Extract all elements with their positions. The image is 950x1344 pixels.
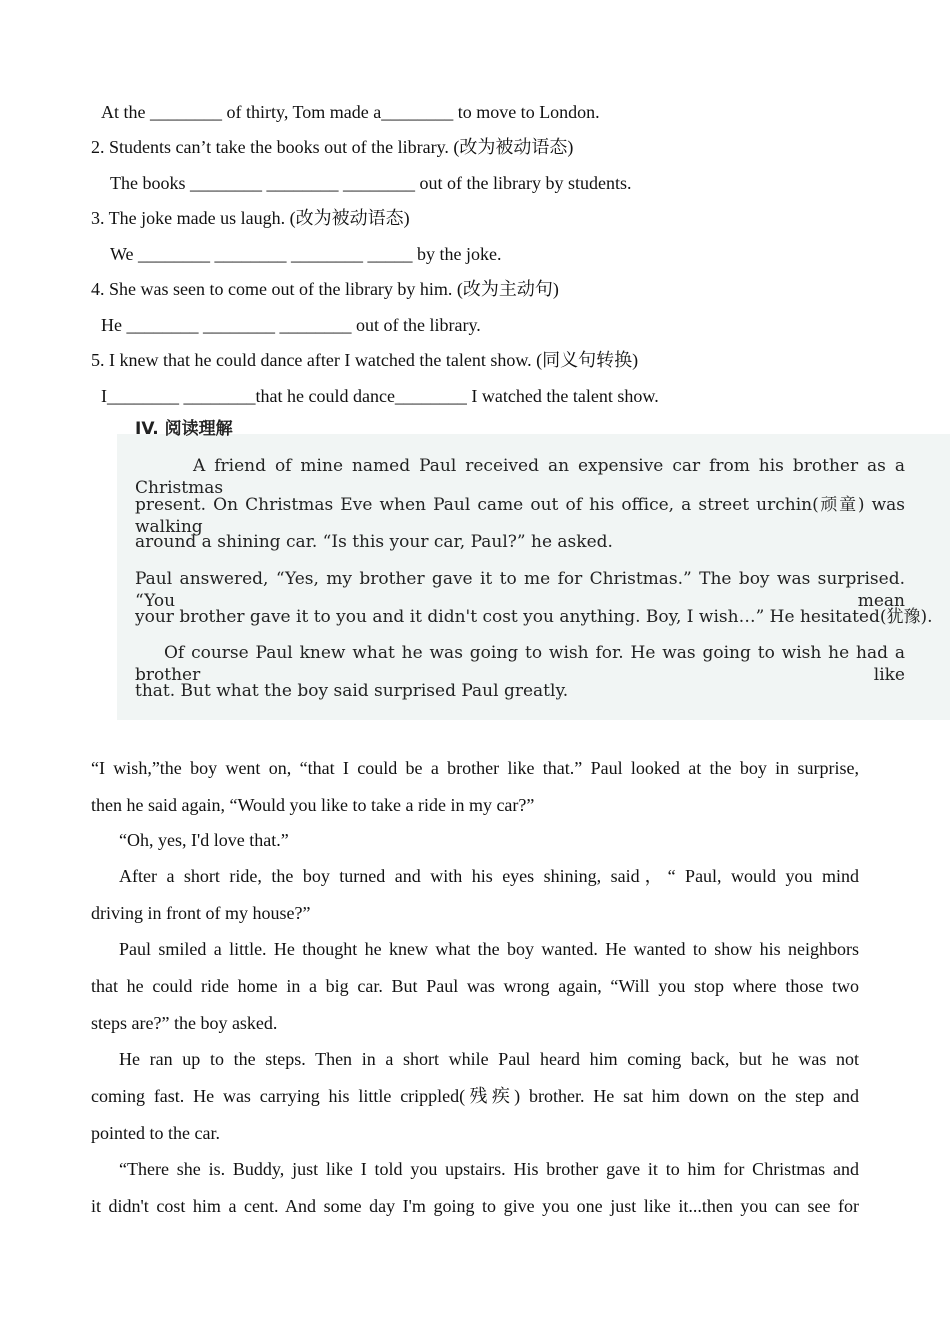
passage-line: Of course Paul knew what he was going to wish for. He was going to wish he had a brother like xyxy=(135,643,905,685)
question-5-answer: I________ ________that he could dance________ I watched the talent show. xyxy=(101,386,659,406)
exercise-line: At the ________ of thirty, Tom made a________ to move to London. xyxy=(101,102,600,122)
story-line: it didn't cost him a cent. And some day I'm going to give you one just like it...then you can see for xyxy=(91,1196,859,1216)
passage-line: around a shining car. “Is this your car, Paul?” he asked. xyxy=(135,532,613,552)
story-line: that he could ride home in a big car. But Paul was wrong again, “Will you stop where those two xyxy=(91,976,859,996)
question-4: 4. She was seen to come out of the library by him. (改为主动句) xyxy=(91,279,559,299)
question-3-answer: We ________ ________ ________ _____ by the joke. xyxy=(110,244,502,264)
question-4-answer: He ________ ________ ________ out of the library. xyxy=(101,315,481,335)
story-line: He ran up to the steps. Then in a short while Paul heard him coming back, but he was not xyxy=(119,1049,859,1069)
story-line: “I wish,”the boy went on, “that I could be a brother like that.” Paul looked at the boy in surprise, xyxy=(91,758,859,778)
reading-heading: IV. 阅读理解 xyxy=(135,419,233,439)
story-line: “Oh, yes, I'd love that.” xyxy=(119,830,289,850)
question-2: 2. Students can’t take the books out of the library. (改为被动语态) xyxy=(91,137,574,157)
story-line: After a short ride, the boy turned and with his eyes shining, said，“ Paul, would you mind xyxy=(119,866,859,886)
passage-line: present. On Christmas Eve when Paul came out of his office, a street urchin(顽童) was walking xyxy=(135,495,905,537)
story-line: then he said again, “Would you like to take a ride in my car?” xyxy=(91,795,535,815)
question-3: 3. The joke made us laugh. (改为被动语态) xyxy=(91,208,410,228)
story-line: pointed to the car. xyxy=(91,1123,220,1143)
passage-line: your brother gave it to you and it didn't cost you anything. Boy, I wish…” He hesitated(犹豫). xyxy=(135,607,933,627)
question-5: 5. I knew that he could dance after I watched the talent show. (同义句转换) xyxy=(91,350,639,370)
story-line: coming fast. He was carrying his little crippled(残疾) brother. He sat him down on the step and xyxy=(91,1086,859,1106)
passage-line: that. But what the boy said surprised Paul greatly. xyxy=(135,681,569,701)
story-line: Paul smiled a little. He thought he knew what the boy wanted. He wanted to show his neighbors xyxy=(119,939,859,959)
story-line: driving in front of my house?” xyxy=(91,903,311,923)
question-2-answer: The books ________ ________ ________ out of the library by students. xyxy=(110,173,632,193)
passage-line: Paul answered, “Yes, my brother gave it to me for Christmas.” The boy was surprised. “You mean xyxy=(135,569,905,611)
story-line: “There she is. Buddy, just like I told you upstairs. His brother gave it to him for Christmas and xyxy=(119,1159,859,1179)
story-line: steps are?” the boy asked. xyxy=(91,1013,278,1033)
passage-line: A friend of mine named Paul received an expensive car from his brother as a Christmas xyxy=(135,456,905,498)
